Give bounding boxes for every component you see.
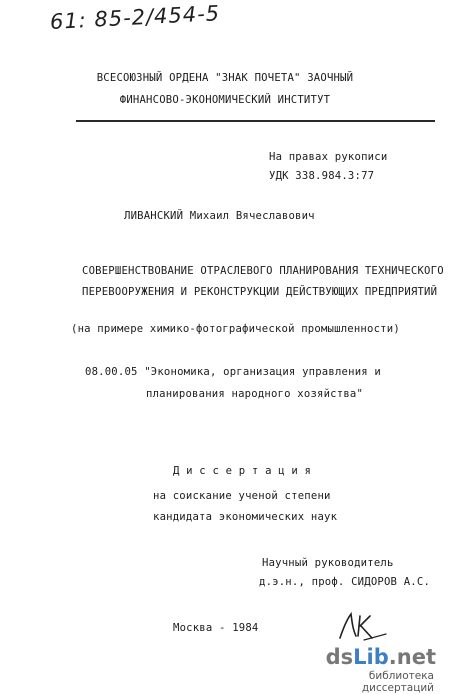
title-line-2: ПЕРЕВООРУЖЕНИЯ И РЕКОНСТРУКЦИИ ДЕЙСТВУЮЩИХ ПРЕДПРИЯТИЙ xyxy=(82,286,438,298)
supervisor-name: д.э.н., проф. СИДОРОВ А.С. xyxy=(259,576,431,588)
dslib-caption: библиотека диссертаций xyxy=(361,670,434,694)
author-name: ЛИВАНСКИЙ Михаил Вячеславович xyxy=(124,210,315,222)
subtitle: (на примере химико-фотографической промышленности) xyxy=(71,323,400,335)
specialty-line-1: 08.00.05 "Экономика, организация управления и xyxy=(85,366,382,378)
specialty-line-2: планирования народного хозяйства" xyxy=(146,388,364,400)
dslib-logo: dsLib.net xyxy=(325,645,436,669)
handwritten-signature xyxy=(334,608,392,644)
header-divider xyxy=(76,120,435,122)
institute-line-1: ВСЕСОЮЗНЫЙ ОРДЕНА "ЗНАК ПОЧЕТА" ЗАОЧНЫЙ xyxy=(96,72,354,84)
title-line-1: СОВЕРШЕНСТВОВАНИЕ ОТРАСЛЕВОГО ПЛАНИРОВАНИЯ ТЕХНИЧЕСКОГО xyxy=(82,265,444,277)
udk-code: УДК 338.984.3:77 xyxy=(269,170,375,182)
dissertation-heading: Д и с с е р т а ц и я xyxy=(173,465,312,477)
manuscript-rights-label: На правах рукописи xyxy=(269,151,388,163)
place-year: Москва - 1984 xyxy=(173,622,259,634)
degree-line-1: на соискание ученой степени xyxy=(153,490,331,502)
dslib-watermark xyxy=(300,645,450,694)
handwritten-catalog-code: 61: 85-2/454-5 xyxy=(49,1,221,34)
supervisor-label: Научный руководитель xyxy=(262,557,394,569)
institute-line-2: ФИНАНСОВО-ЭКОНОМИЧЕСКИЙ ИНСТИТУТ xyxy=(119,94,331,106)
degree-line-2: кандидата экономических наук xyxy=(153,511,338,523)
